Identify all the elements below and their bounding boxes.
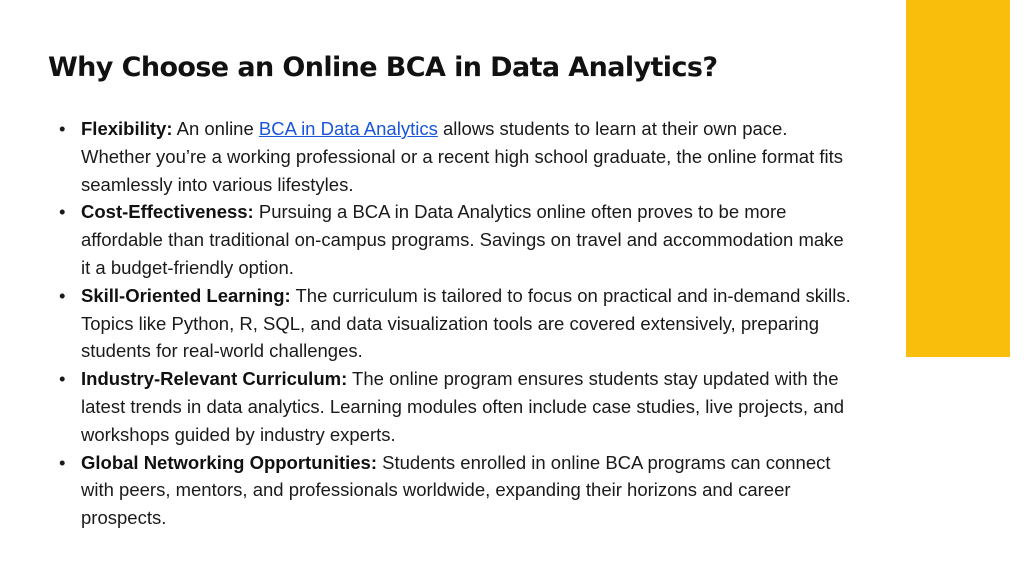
- accent-bar: [906, 0, 1010, 357]
- bullet-term: Industry-Relevant Curriculum:: [81, 368, 348, 390]
- bullet-dot-icon: •: [59, 201, 66, 223]
- bullet-text: The curriculum is tailored to focus on practical and in-demand skills. Topics like Python, R, SQL, and data visualization tools are covered extensively, preparing students for real-world challenges.: [81, 284, 851, 362]
- bullet-dot-icon: •: [59, 368, 66, 390]
- bullet-term: Skill-Oriented Learning:: [81, 284, 291, 306]
- bullet-term: Cost-Effectiveness:: [81, 201, 254, 223]
- bullet-cost-effectiveness: [59, 198, 854, 281]
- bullet-dot-icon: •: [59, 451, 66, 473]
- bullet-term: Flexibility:: [81, 118, 173, 139]
- bullet-flexibility: [59, 115, 854, 198]
- bullet-term: Global Networking Opportunities:: [81, 451, 377, 473]
- bca-data-analytics-link[interactable]: BCA in Data Analytics: [258, 118, 438, 139]
- bullet-text: Pursuing a BCA in Data Analytics online often proves to be more affordable than traditional on-campus programs. Savings on travel and accommodation make it a budget-friendly option.: [81, 201, 844, 278]
- bullet-dot-icon: •: [59, 284, 66, 306]
- bullet-text: An online: [172, 118, 259, 139]
- bullet-text: The online program ensures students stay updated with the latest trends in data analytics. Learning modules often include case studies, live projects, and workshops guided by industry experts.: [81, 368, 845, 445]
- bullet-list: [59, 115, 854, 532]
- bullet-skill-oriented-learning: [59, 282, 854, 365]
- bullet-global-networking: [59, 449, 854, 532]
- bullet-dot-icon: •: [59, 118, 66, 139]
- bullet-industry-relevant-curriculum: [59, 365, 854, 448]
- page-title: Why Choose an Online BCA in Data Analytics?: [48, 52, 718, 83]
- bullet-text: Students enrolled in online BCA programs can connect with peers, mentors, and professionals worldwide, expanding their horizons and career prospects.: [81, 451, 831, 529]
- bullet-text: allows students to learn at their own pace. Whether you’re a working professional or a recent high school graduate, the online format fits seamlessly into various lifestyles.: [81, 118, 843, 195]
